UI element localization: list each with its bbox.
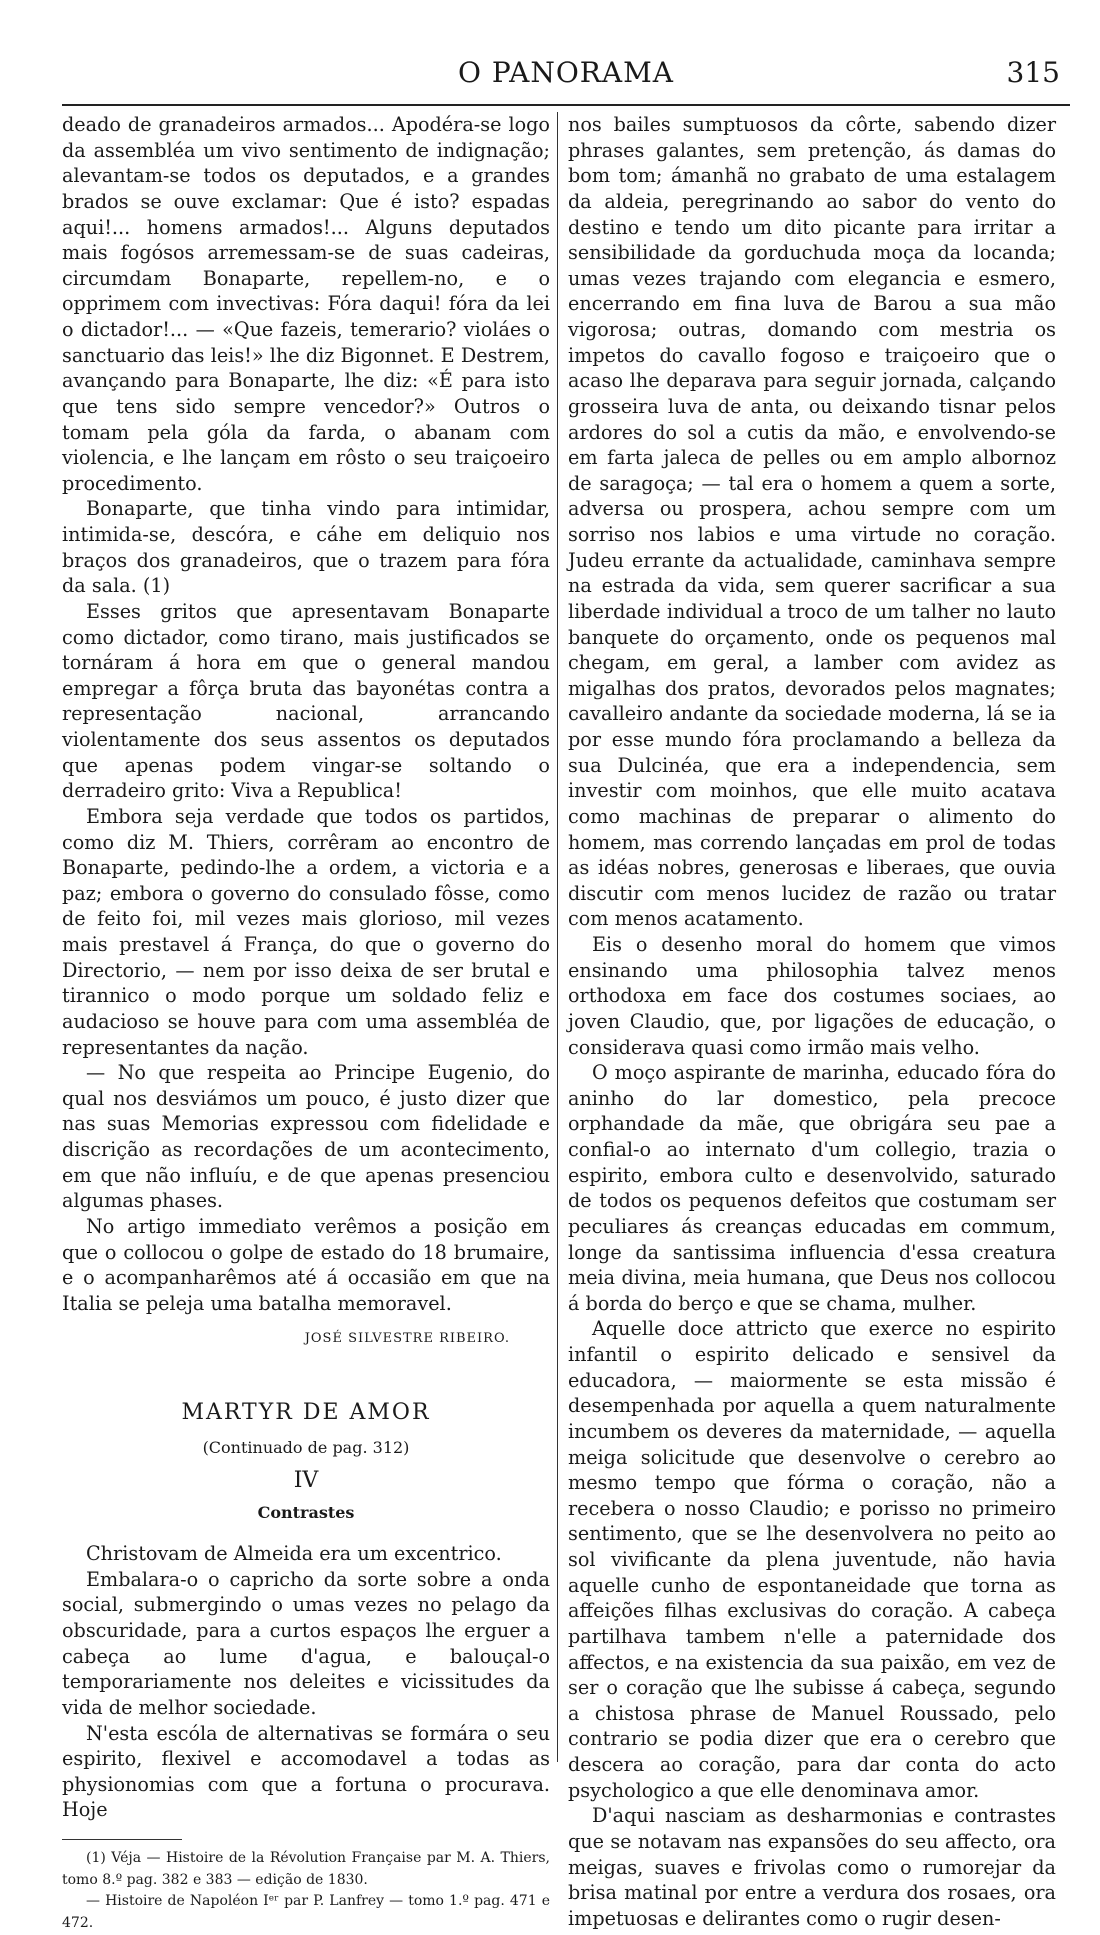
footnote-rule — [62, 1839, 182, 1840]
footnote: — Histoire de Napoléon Iᵉʳ par P. Lanfrey — tomo 1.º pag. 471 e 472. — [62, 1893, 550, 1932]
footnote: (1) Véja — Histoire de la Révolution Française par M. A. Thiers, tomo 8.º pag. 382 e 383 — edição de 1830. — [62, 1850, 550, 1888]
header-rule — [62, 104, 1070, 106]
article-paragraph: — No que respeita ao Principe Eugenio, do qual nos desviámos um pouco, é justo dizer que nas suas Memorias expressou com fidelidade e discrição as recordações de um acontecimento, em que não influíu, e de que apenas presenciou algumas phases. — [62, 1061, 550, 1213]
author-signature: JOSÉ SILVESTRE RIBEIRO. — [304, 1331, 510, 1347]
left-column — [62, 112, 550, 1935]
story-paragraph: Eis o desenho moral do homem que vimos ensinando uma philosophia talvez menos orthodoxa em face dos costumes sociaes, ao joven Claudio, que, por ligações de educação, o considerava quasi como irmão mais velho. — [568, 933, 1056, 1059]
page-number: 315 — [1006, 56, 1060, 89]
story-paragraph: Aquelle doce attricto que exerce no espirito infantil o espirito delicado e sensivel da educadora, — maiormente se esta missão é desempenhada por aquella a quem naturalmente incumbem os deveres da maternidade, — aquella meiga solicitude que desenvolve o cerebro ao mesmo tempo que fórma o coração, não a recebera o nosso Claudio; e porisso no primeiro sentimento, que se lhe desenvolvera no peito ao sol vivificante da plena juventude, não havia aquelle cunho de espontaneidade que torna as affeições filhas exclusivas do coração. A cabeça partilhava tambem n'elle a paternidade dos affectos, e na existencia da sua paixão, em vez de ser o coração que lhe subisse á cabeça, segundo a chistosa phrase de Manuel Roussado, pelo contrario se podia dizer que era o cerebro que descera ao coração, para dar conta do acto psychologico a que elle denominava amor. — [568, 1317, 1056, 1802]
story-continued-note: (Continuado de pag. 312) — [202, 1438, 410, 1458]
column-divider — [557, 112, 558, 1762]
article-paragraph: No artigo immediato verêmos a posição em que o collocou o golpe de estado do 18 brumaire, e o acompanharêmos até á occasião em que na Italia se peleja uma batalha memoravel. — [62, 1214, 550, 1315]
publication-title: O PANORAMA — [458, 56, 674, 89]
article-paragraph: Esses gritos que apresentavam Bonaparte como dictador, como tirano, mais justificados se tornáram á hora em que o general mandou empregar a fôrça bruta das bayonétas contra a representação nacional, arrancando violentamente dos seus assentos os deputados que apenas podem vingar-se soltando o derradeiro grito: Viva a Republica! — [62, 599, 550, 803]
article-paragraph: deado de granadeiros armados... Apodéra-se logo da assembléa um vivo sentimento de indignação; alevantam-se todos os deputados, e a grandes brados se ouve exclamar: Que é isto? espadas aqui!... homens armados!... Alguns deputados mais fogósos arremessam-se de suas cadeiras, circumdam Bonaparte, repellem-no, e o opprimem com invectivas: Fóra daqui! fóra da lei o dictador!... — «Que fazeis, temerario? violáes o sanctuario das leis!» lhe diz Bigonnet. E Destrem, avançando para Bonaparte, lhe diz: «É para isto que tens sido sempre vencedor?» Outros o tomam pela góla da farda, o abanam com violencia, e lhe lançam em rôsto o seu traiçoeiro procedimento. — [62, 113, 550, 495]
story-paragraph: O moço aspirante de marinha, educado fóra do aninho do lar domestico, pela precoce orphandade da mãe, que obrigára seu pae a confial-o ao internato d'um collegio, trazia o espirito, embora culto e desenvolvido, saturado de todos os pequenos defeitos que costumam ser peculiares ás creanças educadas em commum, longe da santissima influencia d'essa creatura meia divina, meia humana, que Deus nos collocou á borda do berço e que se chama, mulher. — [568, 1061, 1056, 1315]
story-paragraph: Christovam de Almeida era um excentrico. — [86, 1542, 502, 1566]
page-header — [62, 56, 1070, 96]
chapter-title: Contrastes — [257, 1502, 355, 1522]
story-paragraph: Embalara-o o capricho da sorte sobre a onda social, submergindo o umas vezes no pelago da obscuridade, para a curtos espaços lhe erguer a cabeça ao lume d'agua, e balouçal-o temporariamente nos deleites e vicissitudes da vida de melhor sociedade. — [62, 1567, 550, 1719]
right-column — [568, 112, 1056, 1931]
story-paragraph: N'esta escóla de alternativas se formára o seu espirito, flexivel e accomodavel a todas as physionomias com que a fortuna o procurava. Hoje — [62, 1721, 550, 1822]
article-paragraph: Bonaparte, que tinha vindo para intimidar, intimida-se, descóra, e cáhe em deliquio nos braços dos granadeiros, que o trazem para fóra da sala. (1) — [62, 497, 550, 598]
story-paragraph: nos bailes sumptuosos da côrte, sabendo dizer phrases galantes, sem pretenção, ás damas do bom tom; ámanhã no grabato de uma estalagem da aldeia, peregrinando ao sabor do vento do destino e tendo um dito picante para irritar a sensibilidade da gorduchuda moça da locanda; umas vezes trajando com elegancia e esmero, encerrando em fina luva de Barou a sua mão vigorosa; outras, domando com mestria os impetos do cavallo fogoso e traiçoeiro que o acaso lhe deparava para seguir jornada, calçando grosseira luva de anta, ou deixando tisnar pelos ardores do sol a cutis da mão, e envolvendo-se em farta jaleca de pelles ou em amplo albornoz de saragoça; — tal era o homem a quem a sorte, adversa ou prospera, achou sempre com um sorriso nos labios e uma virtude no coração. Judeu errante da actualidade, caminhava sempre na estrada da vida, sem querer sacrificar a sua liberdade individual a troco de um talher no lauto banquete do orçamento, onde os pequenos mal chegam, em geral, a lamber com avidez as migalhas dos pratos, devorados pelos magnates; cavalleiro andante da sociedade moderna, lá se ia por esse mundo fóra proclamando a belleza da sua Dulcinéa, que era a independencia, sem investir com moinhos, que elle muito acatava como machinas de preparar o alimento do homem, mas correndo lançadas em prol de todas as idéas nobres, generosas e liberaes, que ouvia discutir com menos lucidez de razão ou tratar com menos acatamento. — [568, 113, 1056, 931]
article-paragraph: Embora seja verdade que todos os partidos, como diz M. Thiers, corrêram ao encontro de Bonaparte, pedindo-lhe a ordem, a victoria e a paz; embora o governo do consulado fôsse, como de feito foi, mil vezes mais glorioso, mil vezes mais prestavel á França, do que o governo do Directorio, — nem por isso deixa de ser brutal e tirannico o modo porque um soldado feliz e audacioso se houve para com uma assembléa de representantes da nação. — [62, 804, 550, 1059]
chapter-number: IV — [293, 1468, 319, 1494]
story-title: MARTYR DE AMOR — [181, 1399, 431, 1425]
story-paragraph: D'aqui nasciam as desharmonias e contrastes que se notavam nas expansões do seu affecto, ora meigas, suaves e frivolas como o rumorejar da brisa matinal por entre a verdura dos rosaes, ora impetuosas e delirantes como o rugir desen- — [568, 1804, 1056, 1930]
